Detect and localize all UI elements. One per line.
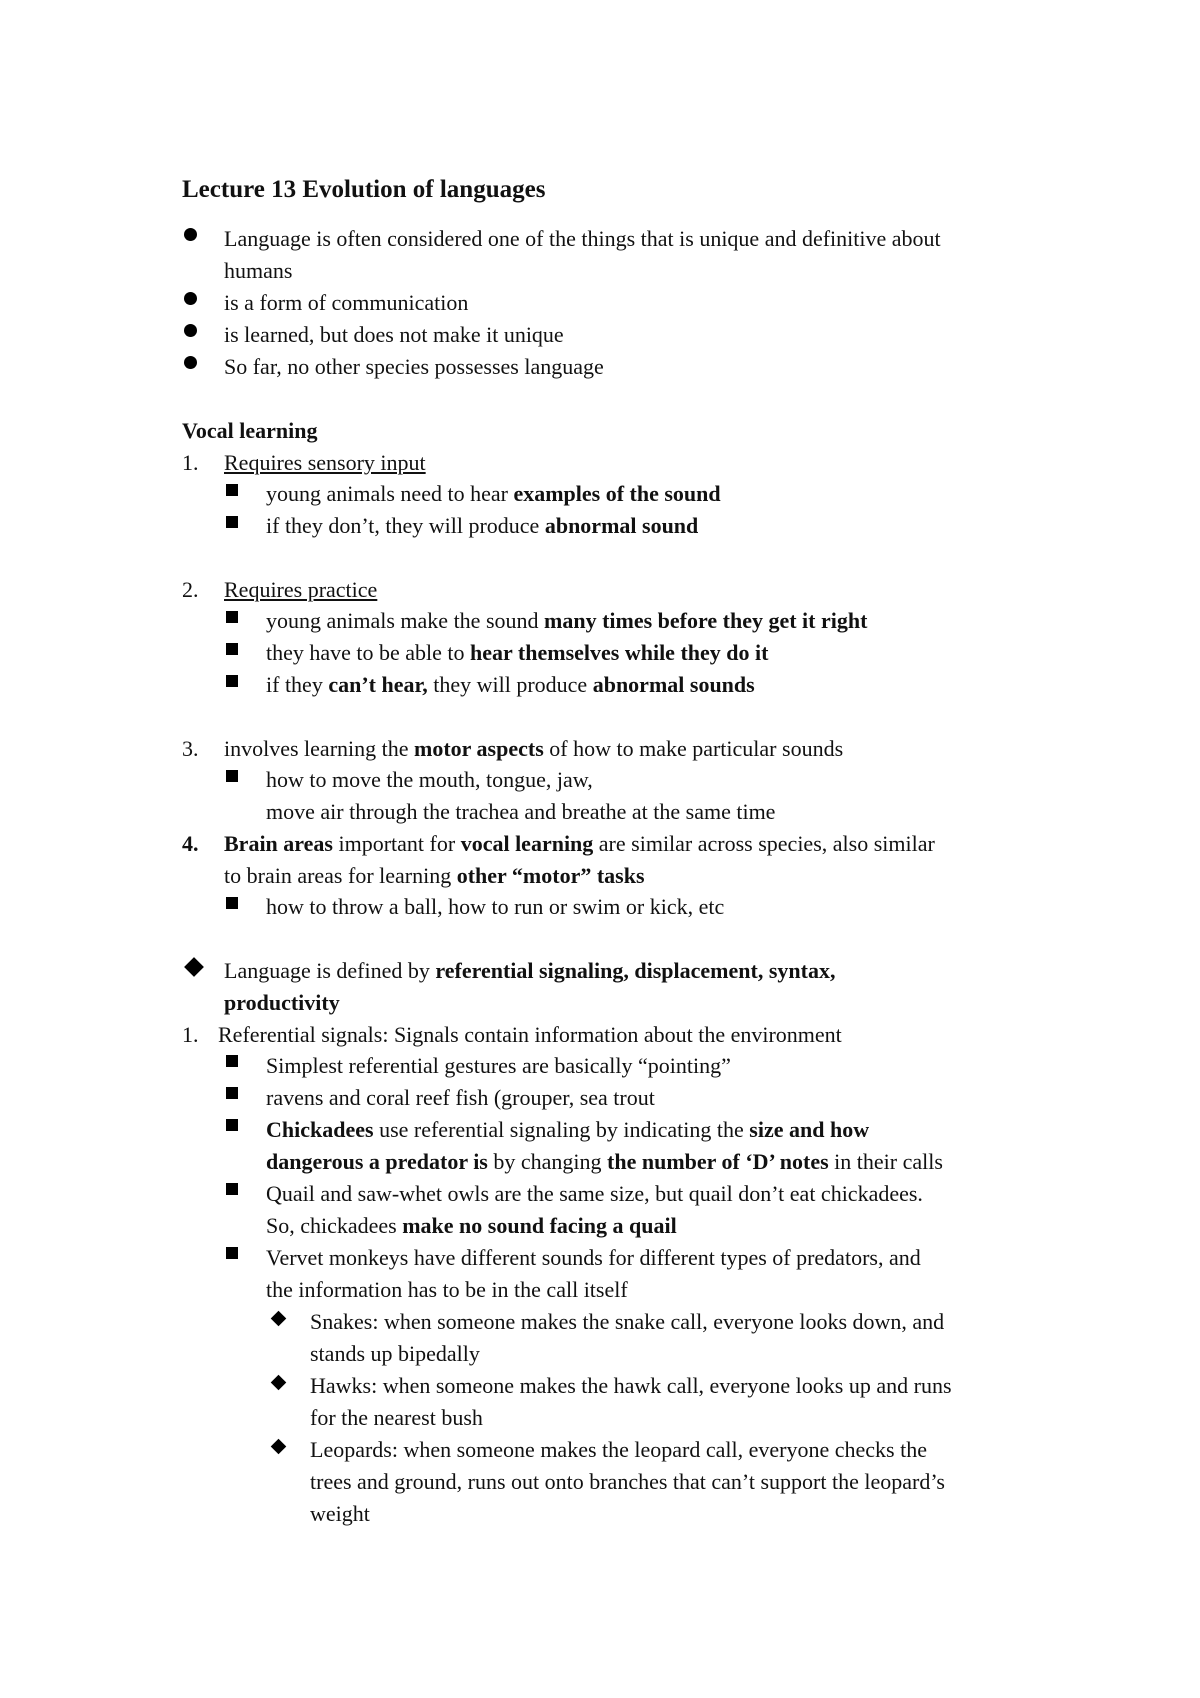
vocal-item-2-sub-2: they have to be able to hear themselves while they do it	[266, 640, 769, 665]
intro-bullet-4: So far, no other species possesses language	[224, 354, 604, 379]
vocal-item-2-sub-1: young animals make the sound many times before they get it right	[266, 608, 868, 633]
square-bullet-icon	[226, 897, 238, 909]
square-bullet-icon	[226, 1087, 238, 1099]
list-number: 1.	[182, 1022, 199, 1047]
list-number: 4.	[182, 831, 199, 856]
section-heading-vocal-learning: Vocal learning	[182, 418, 318, 443]
square-bullet-icon	[226, 1119, 238, 1131]
ref-sub-2: ravens and coral reef fish (grouper, sea trout	[266, 1085, 655, 1110]
square-bullet-icon	[226, 484, 238, 496]
vervet-snakes-line2: stands up bipedally	[310, 1341, 480, 1366]
vocal-item-1-sub-1: young animals need to hear examples of the sound	[266, 481, 721, 506]
vocal-item-1-sub-2: if they don’t, they will produce abnormal sound	[266, 513, 699, 538]
bullet-icon	[184, 324, 197, 337]
bullet-icon	[184, 356, 197, 369]
square-bullet-icon	[226, 611, 238, 623]
diamond-bullet-icon	[271, 1311, 287, 1327]
square-bullet-icon	[226, 770, 238, 782]
ref-sub-4-line1: Quail and saw-whet owls are the same size, but quail don’t eat chickadees.	[266, 1181, 923, 1206]
bullet-icon	[184, 292, 197, 305]
square-bullet-icon	[226, 516, 238, 528]
ref-sub-5-line1: Vervet monkeys have different sounds for different types of predators, and	[266, 1245, 921, 1270]
vocal-item-2-label: Requires practice	[224, 577, 378, 602]
bullet-icon	[184, 228, 197, 241]
square-bullet-icon	[226, 1247, 238, 1259]
square-bullet-icon	[226, 1183, 238, 1195]
ref-sub-3-line2: dangerous a predator is by changing the number of ‘D’ notes in their calls	[266, 1149, 943, 1174]
intro-bullet-1-line2: humans	[224, 258, 293, 283]
language-definition-line2: productivity	[224, 990, 340, 1015]
ref-sub-1: Simplest referential gestures are basically “pointing”	[266, 1053, 731, 1078]
vervet-hawks-line1: Hawks: when someone makes the hawk call, everyone looks up and runs	[310, 1373, 952, 1398]
vervet-snakes-line1: Snakes: when someone makes the snake call, everyone looks down, and	[310, 1309, 945, 1334]
list-number: 1.	[182, 450, 199, 475]
vocal-item-3-sub-line1: how to move the mouth, tongue, jaw,	[266, 767, 593, 792]
intro-bullet-1-line1: Language is often considered one of the things that is unique and definitive about	[224, 226, 941, 251]
vervet-hawks-line2: for the nearest bush	[310, 1405, 483, 1430]
vervet-leopards-line3: weight	[310, 1501, 370, 1526]
diamond-bullet-icon	[184, 957, 204, 977]
vocal-item-1-label: Requires sensory input	[224, 450, 426, 475]
list-number: 3.	[182, 736, 199, 761]
square-bullet-icon	[226, 675, 238, 687]
vocal-item-2-sub-3: if they can’t hear, they will produce abnormal sounds	[266, 672, 755, 697]
square-bullet-icon	[226, 643, 238, 655]
ref-sub-3-line1: Chickadees use referential signaling by indicating the size and how	[266, 1117, 870, 1142]
vervet-leopards-line1: Leopards: when someone makes the leopard call, everyone checks the	[310, 1437, 927, 1462]
referential-signals: Referential signals: Signals contain information about the environment	[218, 1022, 842, 1047]
diamond-bullet-icon	[271, 1375, 287, 1391]
vervet-leopards-line2: trees and ground, runs out onto branches that can’t support the leopard’s	[310, 1469, 945, 1494]
page-title: Lecture 13 Evolution of languages	[182, 176, 546, 203]
language-definition-line1: Language is defined by referential signaling, displacement, syntax,	[224, 958, 836, 983]
vocal-item-3: involves learning the motor aspects of how to make particular sounds	[224, 736, 844, 761]
list-number: 2.	[182, 577, 199, 602]
vocal-item-4-sub: how to throw a ball, how to run or swim or kick, etc	[266, 894, 725, 919]
ref-sub-5-line2: the information has to be in the call itself	[266, 1277, 628, 1302]
ref-sub-4-line2: So, chickadees make no sound facing a quail	[266, 1213, 677, 1238]
vocal-item-4-line1: Brain areas important for vocal learning are similar across species, also similar	[224, 831, 935, 856]
intro-bullet-2: is a form of communication	[224, 290, 469, 315]
intro-bullet-3: is learned, but does not make it unique	[224, 322, 564, 347]
square-bullet-icon	[226, 1055, 238, 1067]
vocal-item-3-sub-line2: move air through the trachea and breathe at the same time	[266, 799, 776, 824]
diamond-bullet-icon	[271, 1439, 287, 1455]
vocal-item-4-line2: to brain areas for learning other “motor” tasks	[224, 863, 645, 888]
